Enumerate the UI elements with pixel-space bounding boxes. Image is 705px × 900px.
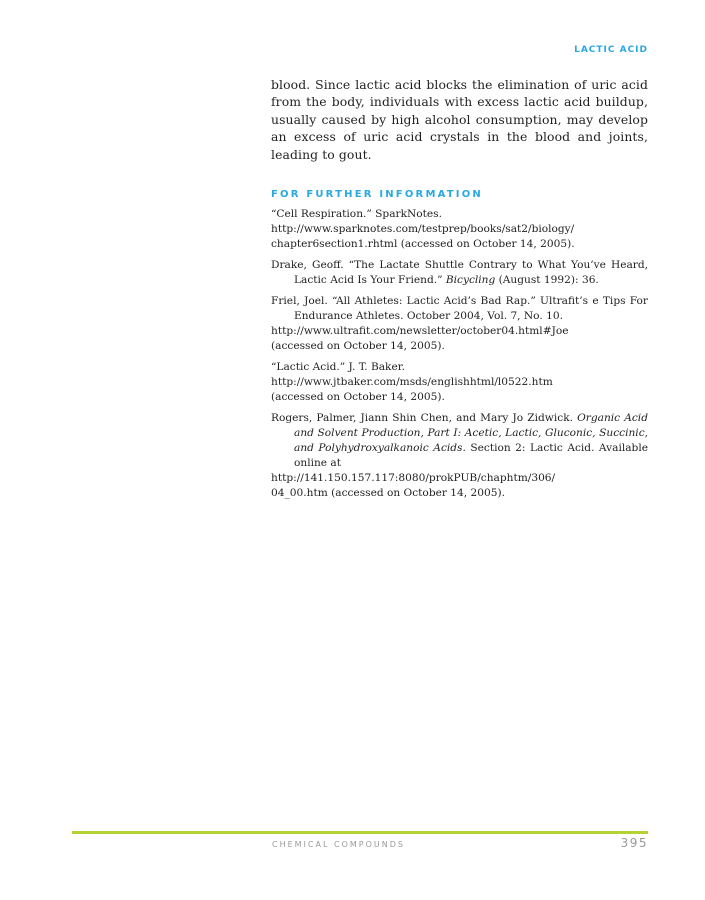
reference-entry — [271, 360, 648, 405]
reference-url: http://www.ultrafit.com/newsletter/october04.html#Joe — [271, 325, 569, 338]
reference-text: 04_00.htm (accessed on October 14, 2005). — [271, 487, 505, 500]
reference-url: http://www.jtbaker.com/msds/englishhtml/l0522.htm — [271, 376, 553, 389]
reference-url: http://www.sparknotes.com/testprep/books/sat2/biology/ — [271, 223, 575, 236]
main-column — [271, 76, 648, 507]
reference-text: (August 1992): 36. — [495, 274, 599, 287]
section-heading: FOR FURTHER INFORMATION — [271, 189, 483, 201]
reference-entry — [271, 411, 648, 501]
running-head: LACTIC ACID — [574, 45, 648, 55]
footer-book-title: CHEMICAL COMPOUNDS — [272, 840, 405, 849]
reference-title: Organic Acid and Solvent Production, Part I: Acetic, Lactic, Gluconic, Succinic, and Polyhydroxyalkanoic Acids. — [294, 412, 648, 455]
page-number: 395 — [620, 836, 648, 850]
reference-text: “Cell Respiration.” SparkNotes. — [271, 208, 442, 221]
reference-text: “Lactic Acid.” J. T. Baker. — [271, 361, 406, 374]
reference-entry — [271, 294, 648, 354]
body-paragraph: blood. Since lactic acid blocks the elimination of uric acid from the body, individuals with excess lactic acid buildup, usually caused by high alcohol consumption, may develop an excess of uric acid crystals in the blood and joints, leading to gout. — [271, 77, 648, 162]
footer-rule — [72, 831, 648, 834]
reference-text: Section 2: Lactic Acid. Available online at — [294, 442, 648, 470]
reference-entry — [271, 207, 648, 252]
reference-text: chapter6section1.rhtml (accessed on October 14, 2005). — [271, 238, 575, 251]
reference-entry — [271, 258, 648, 288]
reference-title: Bicycling — [445, 274, 496, 287]
reference-text: (accessed on October 14, 2005). — [271, 391, 445, 404]
reference-text: Drake, Geoff. “The Lactate Shuttle Contrary to What You’ve Heard, Lactic Acid Is Your Friend.” — [271, 259, 648, 287]
reference-url: http://141.150.157.117:8080/prokPUB/chaphtm/306/ — [271, 472, 556, 485]
reference-text: (accessed on October 14, 2005). — [271, 340, 445, 353]
reference-text: Rogers, Palmer, Jiann Shin Chen, and Mary Jo Zidwick. — [271, 412, 578, 425]
reference-text: Friel, Joel. “All Athletes: Lactic Acid’s Bad Rap.” Ultrafit’s e Tips For Endurance Athletes. October 2004, Vol. 7, No. 10. — [271, 295, 648, 323]
